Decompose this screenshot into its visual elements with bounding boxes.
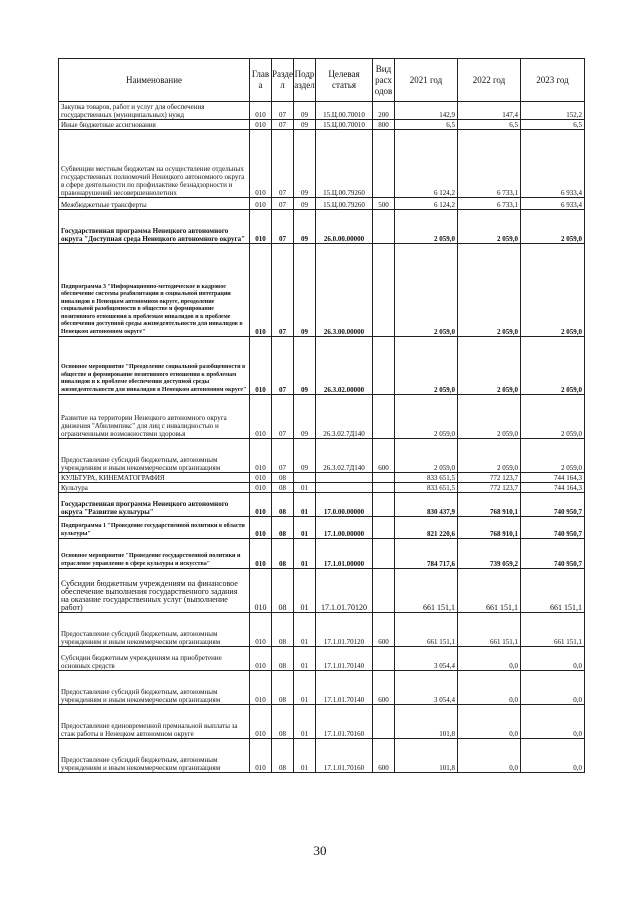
value-2021-cell: 2 059,0 bbox=[395, 395, 458, 439]
value-2021-cell: 6,5 bbox=[395, 120, 458, 130]
expense-type-cell: 600 bbox=[373, 739, 395, 773]
glava-cell: 010 bbox=[250, 483, 272, 493]
podrazdel-cell: 09 bbox=[294, 102, 316, 120]
razdel-cell: 07 bbox=[272, 102, 294, 120]
table-row bbox=[59, 539, 585, 569]
table-row bbox=[59, 647, 585, 671]
table-row bbox=[59, 120, 585, 130]
row-name: Подпрограмма 1 "Проведение государственной политики в области культуры" bbox=[59, 517, 250, 539]
razdel-cell: 07 bbox=[272, 120, 294, 130]
podrazdel-cell: 09 bbox=[294, 395, 316, 439]
value-2021-cell: 830 437,9 bbox=[395, 493, 458, 517]
value-2021-cell: 833 651,5 bbox=[395, 473, 458, 483]
expense-type-cell bbox=[373, 569, 395, 613]
header-target-article: Целевая статья bbox=[316, 59, 373, 102]
table-body bbox=[59, 102, 585, 773]
row-name: Предоставление единовременной премиальной выплаты за стаж работы в Ненецком автономном округе bbox=[59, 705, 250, 739]
value-2022-cell: 6 733,1 bbox=[458, 130, 521, 198]
expense-type-cell bbox=[373, 493, 395, 517]
value-2021-cell: 6 124,2 bbox=[395, 198, 458, 210]
row-name: Подпрограмма 3 "Информационно-методическое и кадровое обеспечение системы реабилитации и социальной интеграции инвалидов в Ненецком автономном округе, преодоление социальной разобщенности в обществе и формирование позитивного отношения к проблемам инвалидов и к проблеме обеспечения доступной среды жизнедеятельности для инвалидов в Ненецком автономном округе" bbox=[59, 244, 250, 337]
value-2023-cell: 0,0 bbox=[521, 647, 585, 671]
value-2023-cell: 0,0 bbox=[521, 671, 585, 705]
razdel-cell: 08 bbox=[272, 517, 294, 539]
glava-cell: 010 bbox=[250, 671, 272, 705]
target-article-cell: 17.1.01.70160 bbox=[316, 739, 373, 773]
table-header-row bbox=[59, 59, 585, 102]
value-2021-cell: 661 151,1 bbox=[395, 569, 458, 613]
value-2023-cell: 2 059,0 bbox=[521, 244, 585, 337]
table-row bbox=[59, 210, 585, 244]
value-2021-cell: 661 151,1 bbox=[395, 613, 458, 647]
razdel-cell: 07 bbox=[272, 210, 294, 244]
target-article-cell: 15.Ц.00.70010 bbox=[316, 102, 373, 120]
row-name: Предоставление субсидий бюджетным, автономным учреждениям и иным некоммерческим организациям bbox=[59, 439, 250, 473]
expense-type-cell: 600 bbox=[373, 439, 395, 473]
podrazdel-cell: 01 bbox=[294, 647, 316, 671]
value-2023-cell: 2 059,0 bbox=[521, 337, 585, 395]
value-2022-cell: 2 059,0 bbox=[458, 210, 521, 244]
value-2023-cell: 661 151,1 bbox=[521, 613, 585, 647]
value-2023-cell: 2 059,0 bbox=[521, 439, 585, 473]
razdel-cell: 08 bbox=[272, 569, 294, 613]
razdel-cell: 08 bbox=[272, 539, 294, 569]
value-2021-cell: 101,8 bbox=[395, 705, 458, 739]
value-2023-cell: 744 164,3 bbox=[521, 483, 585, 493]
row-name: Субсидии бюджетным учреждениям на приобретение основных средств bbox=[59, 647, 250, 671]
target-article-cell: 17.0.00.00000 bbox=[316, 493, 373, 517]
glava-cell: 010 bbox=[250, 569, 272, 613]
value-2021-cell: 3 054,4 bbox=[395, 647, 458, 671]
value-2023-cell: 740 950,7 bbox=[521, 493, 585, 517]
value-2022-cell: 6,5 bbox=[458, 120, 521, 130]
target-article-cell bbox=[316, 473, 373, 483]
razdel-cell: 08 bbox=[272, 473, 294, 483]
value-2021-cell: 142,9 bbox=[395, 102, 458, 120]
value-2022-cell: 0,0 bbox=[458, 671, 521, 705]
glava-cell: 010 bbox=[250, 244, 272, 337]
expense-type-cell bbox=[373, 473, 395, 483]
value-2022-cell: 2 059,0 bbox=[458, 337, 521, 395]
expense-type-cell bbox=[373, 337, 395, 395]
value-2022-cell: 772 123,7 bbox=[458, 483, 521, 493]
row-name: Субсидии бюджетным учреждениям на финансовое обеспечение выполнения государственного задания на оказание государственных услуг (выполнение работ) bbox=[59, 569, 250, 613]
row-name: Основное мероприятие "Проведение государственной политики и отраслевое управление в сфере культуры и искусства" bbox=[59, 539, 250, 569]
glava-cell: 010 bbox=[250, 539, 272, 569]
razdel-cell: 07 bbox=[272, 198, 294, 210]
glava-cell: 010 bbox=[250, 613, 272, 647]
value-2021-cell: 2 059,0 bbox=[395, 210, 458, 244]
value-2022-cell: 772 123,7 bbox=[458, 473, 521, 483]
expense-type-cell bbox=[373, 647, 395, 671]
value-2022-cell: 6 733,1 bbox=[458, 198, 521, 210]
value-2022-cell: 661 151,1 bbox=[458, 569, 521, 613]
expense-type-cell: 600 bbox=[373, 671, 395, 705]
podrazdel-cell: 01 bbox=[294, 493, 316, 517]
value-2021-cell: 2 059,0 bbox=[395, 244, 458, 337]
header-name: Наименование bbox=[59, 59, 250, 102]
value-2021-cell: 3 054,4 bbox=[395, 671, 458, 705]
row-name: Культура bbox=[59, 483, 250, 493]
podrazdel-cell: 09 bbox=[294, 198, 316, 210]
budget-table bbox=[58, 58, 585, 773]
row-name: Государственная программа Ненецкого автономного округа "Доступная среда Ненецкого автономного округа" bbox=[59, 210, 250, 244]
table-row bbox=[59, 493, 585, 517]
row-name: Государственная программа Ненецкого автономного округа "Развитие культуры" bbox=[59, 493, 250, 517]
glava-cell: 010 bbox=[250, 130, 272, 198]
value-2023-cell: 0,0 bbox=[521, 739, 585, 773]
value-2022-cell: 0,0 bbox=[458, 739, 521, 773]
value-2023-cell: 744 164,3 bbox=[521, 473, 585, 483]
row-name: Основное мероприятие "Преодоление социальной разобщенности в обществе и формирование позитивного отношения к проблемам инвалидов и к проблеме обеспечения доступной среды жизнедеятельности для инвалидов в Ненецком автономном округе" bbox=[59, 337, 250, 395]
target-article-cell bbox=[316, 483, 373, 493]
expense-type-cell: 800 bbox=[373, 120, 395, 130]
header-glava: Глав а bbox=[250, 59, 272, 102]
header-year-2021: 2021 год bbox=[395, 59, 458, 102]
target-article-cell: 26.0.00.00000 bbox=[316, 210, 373, 244]
expense-type-cell: 600 bbox=[373, 613, 395, 647]
value-2023-cell: 0,0 bbox=[521, 705, 585, 739]
table-row bbox=[59, 198, 585, 210]
value-2022-cell: 2 059,0 bbox=[458, 439, 521, 473]
target-article-cell: 17.1.01.70120 bbox=[316, 613, 373, 647]
podrazdel-cell: 09 bbox=[294, 337, 316, 395]
podrazdel-cell: 09 bbox=[294, 439, 316, 473]
podrazdel-cell bbox=[294, 473, 316, 483]
razdel-cell: 08 bbox=[272, 705, 294, 739]
podrazdel-cell: 09 bbox=[294, 210, 316, 244]
row-name: Иные бюджетные ассигнования bbox=[59, 120, 250, 130]
table-row bbox=[59, 102, 585, 120]
glava-cell: 010 bbox=[250, 337, 272, 395]
target-article-cell: 17.1.01.70140 bbox=[316, 647, 373, 671]
target-article-cell: 26.3.02.00000 bbox=[316, 337, 373, 395]
target-article-cell: 17.1.01.70120 bbox=[316, 569, 373, 613]
razdel-cell: 08 bbox=[272, 739, 294, 773]
value-2022-cell: 739 059,2 bbox=[458, 539, 521, 569]
value-2023-cell: 152,2 bbox=[521, 102, 585, 120]
glava-cell: 010 bbox=[250, 439, 272, 473]
expense-type-cell bbox=[373, 395, 395, 439]
table-row bbox=[59, 244, 585, 337]
podrazdel-cell: 01 bbox=[294, 613, 316, 647]
header-year-2023: 2023 год bbox=[521, 59, 585, 102]
row-name: Предоставление субсидий бюджетным, автономным учреждениям и иным некоммерческим организациям bbox=[59, 613, 250, 647]
glava-cell: 010 bbox=[250, 647, 272, 671]
razdel-cell: 08 bbox=[272, 483, 294, 493]
razdel-cell: 07 bbox=[272, 130, 294, 198]
expense-type-cell: 500 bbox=[373, 198, 395, 210]
value-2021-cell: 821 220,6 bbox=[395, 517, 458, 539]
razdel-cell: 08 bbox=[272, 613, 294, 647]
expense-type-cell bbox=[373, 705, 395, 739]
glava-cell: 010 bbox=[250, 517, 272, 539]
target-article-cell: 15.Ц.00.79260 bbox=[316, 130, 373, 198]
header-year-2022: 2022 год bbox=[458, 59, 521, 102]
target-article-cell: 26.3.00.00000 bbox=[316, 244, 373, 337]
value-2022-cell: 2 059,0 bbox=[458, 395, 521, 439]
target-article-cell: 26.3.02.7Д140 bbox=[316, 395, 373, 439]
row-name: Закупка товаров, работ и услуг для обеспечения государственных (муниципальных) нужд bbox=[59, 102, 250, 120]
expense-type-cell bbox=[373, 244, 395, 337]
expense-type-cell bbox=[373, 483, 395, 493]
razdel-cell: 08 bbox=[272, 493, 294, 517]
podrazdel-cell: 01 bbox=[294, 705, 316, 739]
target-article-cell: 17.1.00.00000 bbox=[316, 517, 373, 539]
value-2022-cell: 0,0 bbox=[458, 647, 521, 671]
value-2023-cell: 2 059,0 bbox=[521, 395, 585, 439]
razdel-cell: 07 bbox=[272, 244, 294, 337]
glava-cell: 010 bbox=[250, 473, 272, 483]
glava-cell: 010 bbox=[250, 120, 272, 130]
podrazdel-cell: 01 bbox=[294, 539, 316, 569]
podrazdel-cell: 01 bbox=[294, 517, 316, 539]
value-2023-cell: 740 950,7 bbox=[521, 539, 585, 569]
value-2023-cell: 2 059,0 bbox=[521, 210, 585, 244]
glava-cell: 010 bbox=[250, 102, 272, 120]
glava-cell: 010 bbox=[250, 493, 272, 517]
podrazdel-cell: 09 bbox=[294, 120, 316, 130]
row-name: Межбюджетные трансферты bbox=[59, 198, 250, 210]
target-article-cell: 17.1.01.00000 bbox=[316, 539, 373, 569]
target-article-cell: 26.3.02.7Д140 bbox=[316, 439, 373, 473]
value-2023-cell: 6 933,4 bbox=[521, 198, 585, 210]
razdel-cell: 07 bbox=[272, 439, 294, 473]
value-2021-cell: 2 059,0 bbox=[395, 337, 458, 395]
value-2022-cell: 768 910,1 bbox=[458, 517, 521, 539]
page-number: 30 bbox=[313, 843, 327, 858]
podrazdel-cell: 01 bbox=[294, 483, 316, 493]
value-2021-cell: 833 651,5 bbox=[395, 483, 458, 493]
expense-type-cell bbox=[373, 539, 395, 569]
table-row bbox=[59, 395, 585, 439]
target-article-cell: 15.Ц.00.79260 bbox=[316, 198, 373, 210]
table-row bbox=[59, 473, 585, 483]
value-2021-cell: 2 059,0 bbox=[395, 439, 458, 473]
value-2022-cell: 2 059,0 bbox=[458, 244, 521, 337]
value-2022-cell: 768 910,1 bbox=[458, 493, 521, 517]
glava-cell: 010 bbox=[250, 705, 272, 739]
expense-type-cell: 200 bbox=[373, 102, 395, 120]
target-article-cell: 17.1.01.70140 bbox=[316, 671, 373, 705]
target-article-cell: 15.Ц.00.70010 bbox=[316, 120, 373, 130]
podrazdel-cell: 01 bbox=[294, 671, 316, 705]
razdel-cell: 08 bbox=[272, 647, 294, 671]
value-2023-cell: 661 151,1 bbox=[521, 569, 585, 613]
razdel-cell: 08 bbox=[272, 671, 294, 705]
row-name: Субвенции местным бюджетам на осуществление отдельных государственных полномочий Ненецкого автономного округа в сфере деятельности по профилактике безнадзорности и правонарушений несовершеннолетних bbox=[59, 130, 250, 198]
table-row bbox=[59, 739, 585, 773]
row-name: Предоставление субсидий бюджетным, автономным учреждениям и иным некоммерческим организациям bbox=[59, 739, 250, 773]
target-article-cell: 17.1.01.70160 bbox=[316, 705, 373, 739]
glava-cell: 010 bbox=[250, 395, 272, 439]
expense-type-cell bbox=[373, 210, 395, 244]
table-row bbox=[59, 483, 585, 493]
value-2023-cell: 6,5 bbox=[521, 120, 585, 130]
table-row bbox=[59, 705, 585, 739]
row-name: Развитие на территории Ненецкого автономного округа движения "Абилимпикс" для лиц с инвалидностью и ограниченными возможностями здоровья bbox=[59, 395, 250, 439]
table-row bbox=[59, 613, 585, 647]
header-razdel: Разде л bbox=[272, 59, 294, 102]
table-row bbox=[59, 569, 585, 613]
table-row bbox=[59, 517, 585, 539]
glava-cell: 010 bbox=[250, 739, 272, 773]
glava-cell: 010 bbox=[250, 210, 272, 244]
razdel-cell: 07 bbox=[272, 395, 294, 439]
table-row bbox=[59, 671, 585, 705]
value-2022-cell: 147,4 bbox=[458, 102, 521, 120]
podrazdel-cell: 01 bbox=[294, 739, 316, 773]
podrazdel-cell: 09 bbox=[294, 244, 316, 337]
podrazdel-cell: 01 bbox=[294, 569, 316, 613]
podrazdel-cell: 09 bbox=[294, 130, 316, 198]
value-2023-cell: 740 950,7 bbox=[521, 517, 585, 539]
row-name: КУЛЬТУРА, КИНЕМАТОГРАФИЯ bbox=[59, 473, 250, 483]
expense-type-cell bbox=[373, 517, 395, 539]
glava-cell: 010 bbox=[250, 198, 272, 210]
table-row bbox=[59, 130, 585, 198]
value-2021-cell: 784 717,6 bbox=[395, 539, 458, 569]
value-2021-cell: 6 124,2 bbox=[395, 130, 458, 198]
expense-type-cell bbox=[373, 130, 395, 198]
value-2021-cell: 101,8 bbox=[395, 739, 458, 773]
header-expense-type: Вид расх одов bbox=[373, 59, 395, 102]
table-row bbox=[59, 337, 585, 395]
value-2022-cell: 0,0 bbox=[458, 705, 521, 739]
razdel-cell: 07 bbox=[272, 337, 294, 395]
value-2023-cell: 6 933,4 bbox=[521, 130, 585, 198]
value-2022-cell: 661 151,1 bbox=[458, 613, 521, 647]
row-name: Предоставление субсидий бюджетным, автономным учреждениям и иным некоммерческим организациям bbox=[59, 671, 250, 705]
header-podrazdel: Подр аздел bbox=[294, 59, 316, 102]
table-row bbox=[59, 439, 585, 473]
